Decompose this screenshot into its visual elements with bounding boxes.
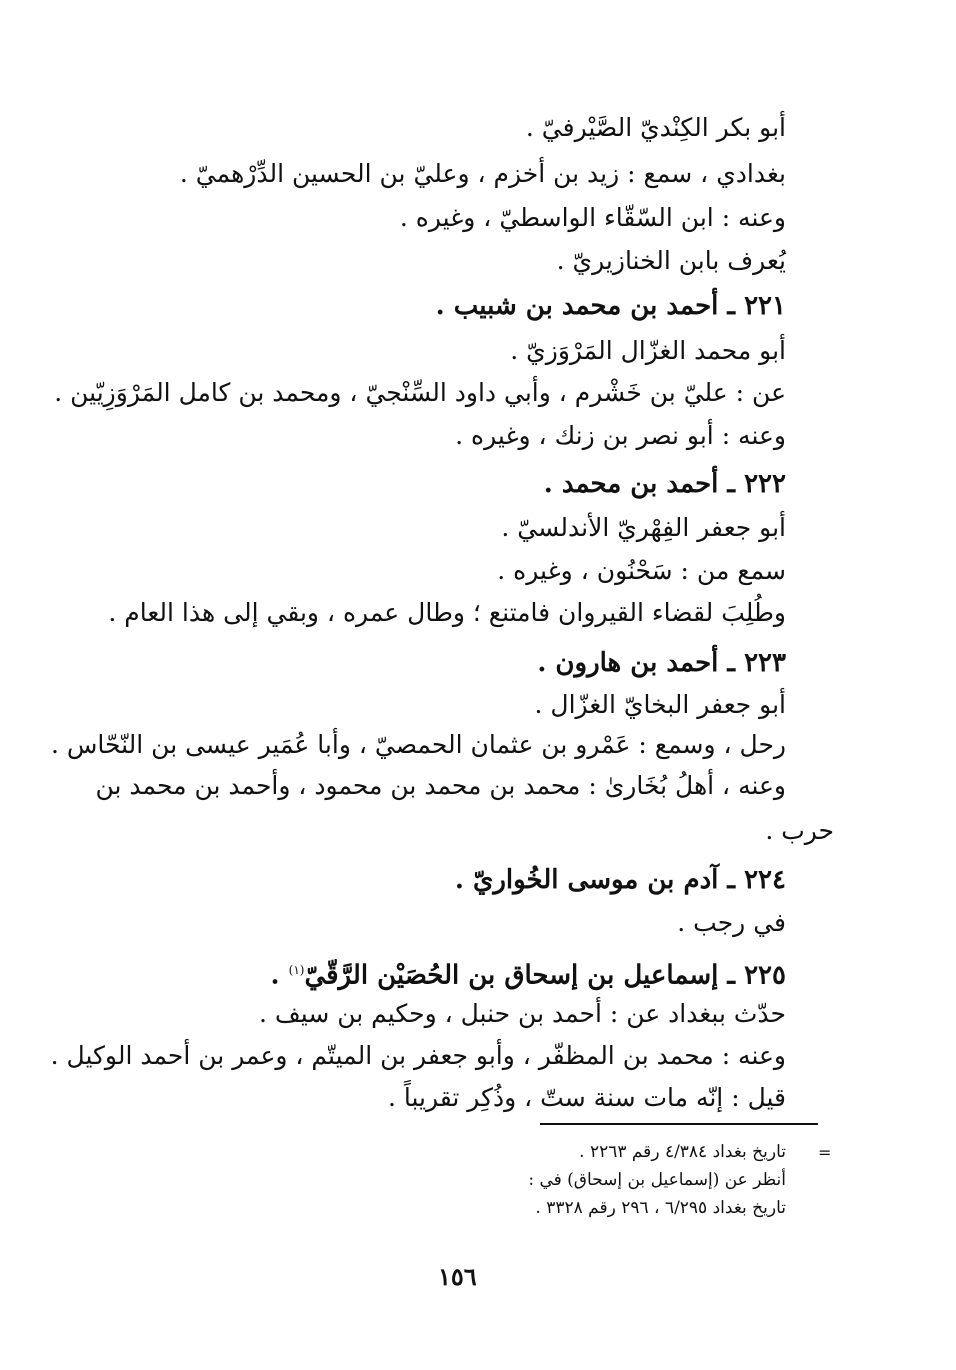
text-line: بغدادي ، سمع : زيد بن أخزم ، وعليّ بن الحسين الدِّرْهميّ . bbox=[179, 159, 786, 188]
text-line: سمع من : سَحْنُون ، وغيره . bbox=[497, 556, 786, 585]
text-line: أبو جعفر الفِهْريّ الأندلسيّ . bbox=[501, 513, 786, 542]
page-number: ١٥٦ bbox=[438, 1262, 477, 1291]
text-line: أبو بكر الكِنْديّ الصَّيْرفيّ . bbox=[525, 113, 786, 142]
text-line: وعنه : محمد بن المظفّر ، وأبو جعفر بن الميتّم ، وعمر بن أحمد الوكيل . bbox=[50, 1041, 786, 1070]
entry-heading: ٢٢٣ ـ أحمد بن هارون . bbox=[537, 648, 786, 678]
text-line: حدّث ببغداد عن : أحمد بن حنبل ، وحكيم بن سيف . bbox=[259, 999, 786, 1028]
entry-heading: ٢٢٤ ـ آدم بن موسى الخُواريّ . bbox=[454, 865, 786, 895]
text-line: في رجب . bbox=[677, 908, 786, 937]
footnote-continuation-marker: = bbox=[818, 1143, 832, 1162]
entry-heading-text: ٢٢٥ ـ إسماعيل بن إسحاق بن الحُصَيْن الرَّقّيّ bbox=[304, 960, 786, 991]
entry-heading: ٢٢٥ ـ إسماعيل بن إسحاق بن الحُصَيْن الرَّقّيّ$^{(١)}$ . bbox=[270, 960, 786, 991]
text-line: عن : عليّ بن خَشْرم ، وأبي داود السِّنْجيّ ، ومحمد بن كامل المَرْوَزِيّين . bbox=[54, 378, 786, 407]
footnote-line: أنظر عن (إسماعيل بن إسحاق) في : bbox=[528, 1170, 786, 1190]
footnote-reference: (١) bbox=[288, 963, 305, 977]
text-line: رحل ، وسمع : عَمْرو بن عثمان الحمصيّ ، وأبا عُمَير عيسى بن النّحّاس . bbox=[50, 730, 786, 759]
text-line: حرب . bbox=[765, 816, 834, 845]
text-line: وعنه ، أهلُ بُخَارىٰ : محمد بن محمد بن محمود ، وأحمد بن محمد بن bbox=[95, 771, 786, 800]
text-line: وعنه : أبو نصر بن زنك ، وغيره . bbox=[455, 421, 786, 450]
text-line: قيل : إنّه مات سنة ستّ ، وذُكِر تقريباً . bbox=[387, 1083, 786, 1112]
entry-heading: ٢٢١ ـ أحمد بن محمد بن شبيب . bbox=[435, 291, 786, 321]
footnote-separator bbox=[540, 1123, 818, 1125]
text-line: أبو جعفر البخايّ الغزّال . bbox=[534, 690, 786, 719]
text-line: يُعرف بابن الخنازيريّ . bbox=[556, 246, 786, 275]
text-line: وطُلِبَ لقضاء القيروان فامتنع ؛ وطال عمره ، وبقي إلى هذا العام . bbox=[108, 598, 786, 627]
footnote-line: تاريخ بغداد ٤/٣٨٤ رقم ٢٢٦٣ . bbox=[579, 1142, 786, 1162]
entry-heading: ٢٢٢ ـ أحمد بن محمد . bbox=[543, 469, 786, 499]
footnote-line: تاريخ بغداد ٦/٢٩٥ ، ٢٩٦ رقم ٣٣٢٨ . bbox=[535, 1198, 786, 1218]
text-line: وعنه : ابن السّقّاء الواسطيّ ، وغيره . bbox=[399, 203, 786, 232]
text-line: أبو محمد الغزّال المَرْوَزيّ . bbox=[510, 336, 786, 365]
